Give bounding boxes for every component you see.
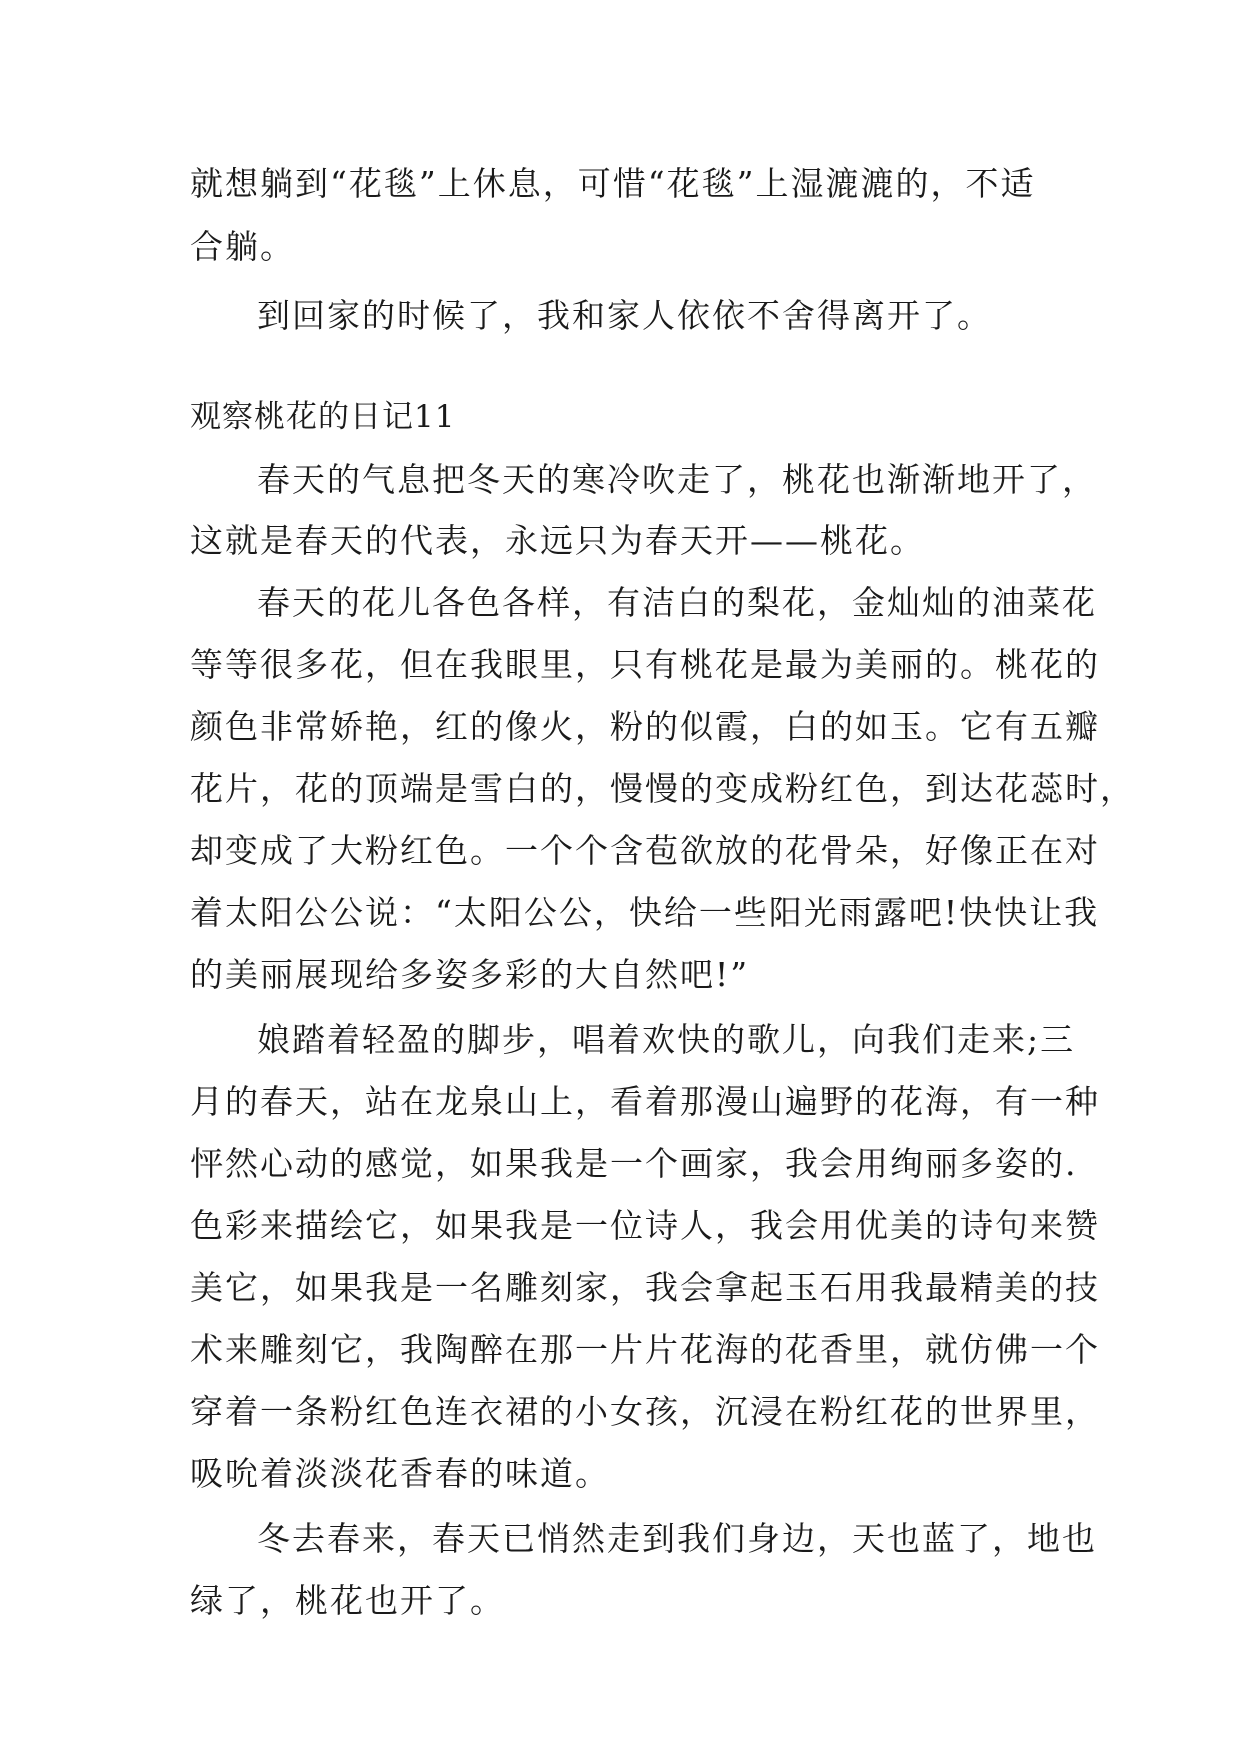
paragraph-line: 术来雕刻它，我陶醉在那一片片花海的花香里，就仿佛一个 <box>190 1330 1100 1369</box>
paragraph-line: 颜色非常娇艳，红的像火，粉的似霞，白的如玉。它有五瓣 <box>190 707 1100 746</box>
paragraph-line: 等等很多花，但在我眼里，只有桃花是最为美丽的。桃花的 <box>190 645 1100 684</box>
paragraph-line: 怦然心动的感觉，如果我是一个画家，我会用绚丽多姿的. <box>190 1144 1078 1183</box>
section-title: 观察桃花的日记11 <box>190 399 456 435</box>
paragraph-line: 穿着一条粉红色连衣裙的小女孩，沉浸在粉红花的世界里， <box>190 1392 1100 1431</box>
paragraph-line: 这就是春天的代表，永远只为春天开——桃花。 <box>190 521 925 560</box>
paragraph-line: 月的春天，站在龙泉山上，看着那漫山遍野的花海，有一种 <box>190 1082 1100 1121</box>
paragraph-line: 娘踏着轻盈的脚步，唱着欢快的歌儿，向我们走来;三 <box>257 1020 1076 1059</box>
paragraph-line: 春天的气息把冬天的寒冷吹走了，桃花也渐渐地开了， <box>257 460 1097 499</box>
paragraph-line: 春天的花儿各色各样，有洁白的梨花，金灿灿的油菜花 <box>257 583 1097 622</box>
paragraph-line: 冬去春来，春天已悄然走到我们身边，天也蓝了，地也 <box>257 1519 1097 1558</box>
paragraph-line: 着太阳公公说：“太阳公公，快给一些阳光雨露吧!快快让我 <box>190 893 1100 932</box>
paragraph-line: 吸吮着淡淡花香春的味道。 <box>190 1454 610 1493</box>
paragraph-line: 合躺。 <box>190 227 295 266</box>
paragraph-line: 色彩来描绘它，如果我是一位诗人，我会用优美的诗句来赞 <box>190 1206 1100 1245</box>
paragraph-line: 花片，花的顶端是雪白的，慢慢的变成粉红色，到达花蕊时， <box>190 769 1135 808</box>
paragraph-line: 绿了，桃花也开了。 <box>190 1581 505 1620</box>
paragraph-line: 到回家的时候了，我和家人依依不舍得离开了。 <box>257 296 992 335</box>
paragraph-line: 美它，如果我是一名雕刻家，我会拿起玉石用我最精美的技 <box>190 1268 1100 1307</box>
paragraph-line: 的美丽展现给多姿多彩的大自然吧!” <box>190 955 750 994</box>
paragraph-line: 就想躺到“花毯”上休息，可惜“花毯”上湿漉漉的，不适 <box>190 164 1036 203</box>
paragraph-line: 却变成了大粉红色。一个个含苞欲放的花骨朵，好像正在对 <box>190 831 1100 870</box>
